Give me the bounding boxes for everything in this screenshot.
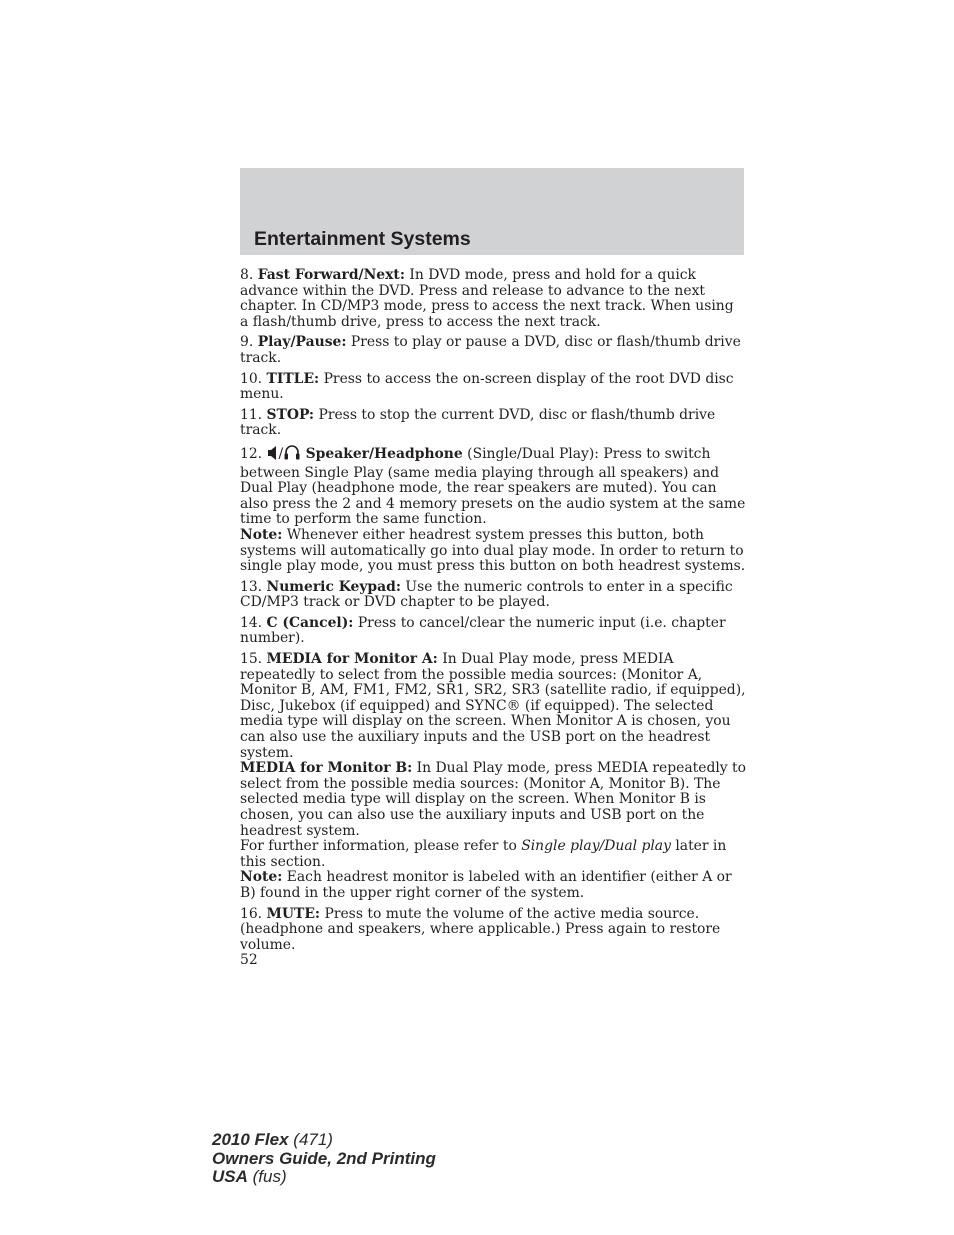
footer-model: 2010 Flex (471) <box>212 1130 333 1149</box>
section-reference: Single play/Dual play <box>521 838 671 855</box>
item-stop: 11. STOP: Press to stop the current DVD, disc or flash/thumb drive track. <box>240 406 716 439</box>
further-info: For further information, please refer to Single play/Dual play later in this section. <box>240 838 727 870</box>
item-fast-forward: 8. Fast Forward/Next: In DVD mode, press and hold for a quick advance within the DVD. Press and release to advance to the next chapter. In CD/MP3 mode, press to access the next track. When using a flash/thumb drive, press to access the next track. <box>240 267 734 330</box>
item-media-monitor-a: 15. MEDIA for Monitor A: In Dual Play mode, press MEDIA repeatedly to select from the possible media sources: (Monitor A, Monitor B, AM, FM1, FM2, SR1, SR2, SR3 (satellite radio, if equipped), Disc, Jukebox (if equipped) and SYNC® (if equipped). The selected media type will display on the screen. When Monitor A is chosen, you can also use the auxiliary inputs and the USB port on the headrest system. <box>240 651 746 761</box>
note-monitor-label: Note: Each headrest monitor is labeled with an identifier (either A or B) found in the upper right corner of the system. <box>240 869 732 901</box>
document-footer <box>212 1131 436 1187</box>
footer-guide: Owners Guide, 2nd Printing <box>212 1148 436 1168</box>
section-header <box>240 168 744 255</box>
item-numeric-keypad: 13. Numeric Keypad: Use the numeric controls to enter in a specific CD/MP3 track or DVD chapter to be played. <box>240 578 733 611</box>
item-media-monitor-b: MEDIA for Monitor B: In Dual Play mode, press MEDIA repeatedly to select from the possible media sources: (Monitor A, Monitor B). The selected media type will display on the screen. When Monitor B is chosen, you can also use the auxiliary inputs and USB port on the headrest system. <box>240 760 747 839</box>
item-cancel: 14. C (Cancel): Press to cancel/clear the numeric input (i.e. chapter number). <box>240 614 726 647</box>
note-dual-play: Note: Whenever either headrest system presses this button, both systems will automatically go into dual play mode. In order to return to single play mode, you must press this button on both headrest systems. <box>240 526 746 575</box>
footer-region: USA (fus) <box>212 1167 287 1186</box>
item-play-pause: 9. Play/Pause: Press to play or pause a DVD, disc or flash/thumb drive track. <box>240 334 741 366</box>
headphone-icon <box>283 444 301 466</box>
page-number: 52 <box>240 952 258 969</box>
item-speaker-headphone: 12. / Speaker/Headphone (Single/Dual Play): Press to switch between Single Play (same media playing through all speakers) and Dual Play (headphone mode, the rear speakers are muted). You can also press the 2 and 4 memory presets on the audio system at the same time to perform the same function. <box>240 445 746 528</box>
document-body <box>240 268 746 969</box>
speaker-icon <box>267 445 279 466</box>
item-title: 10. TITLE: Press to access the on-screen display of the root DVD disc menu. <box>240 370 734 403</box>
section-title: Entertainment Systems <box>254 228 471 250</box>
item-mute: 16. MUTE: Press to mute the volume of the active media source. (headphone and speakers, where applicable.) Press again to restore volume. <box>240 905 721 953</box>
